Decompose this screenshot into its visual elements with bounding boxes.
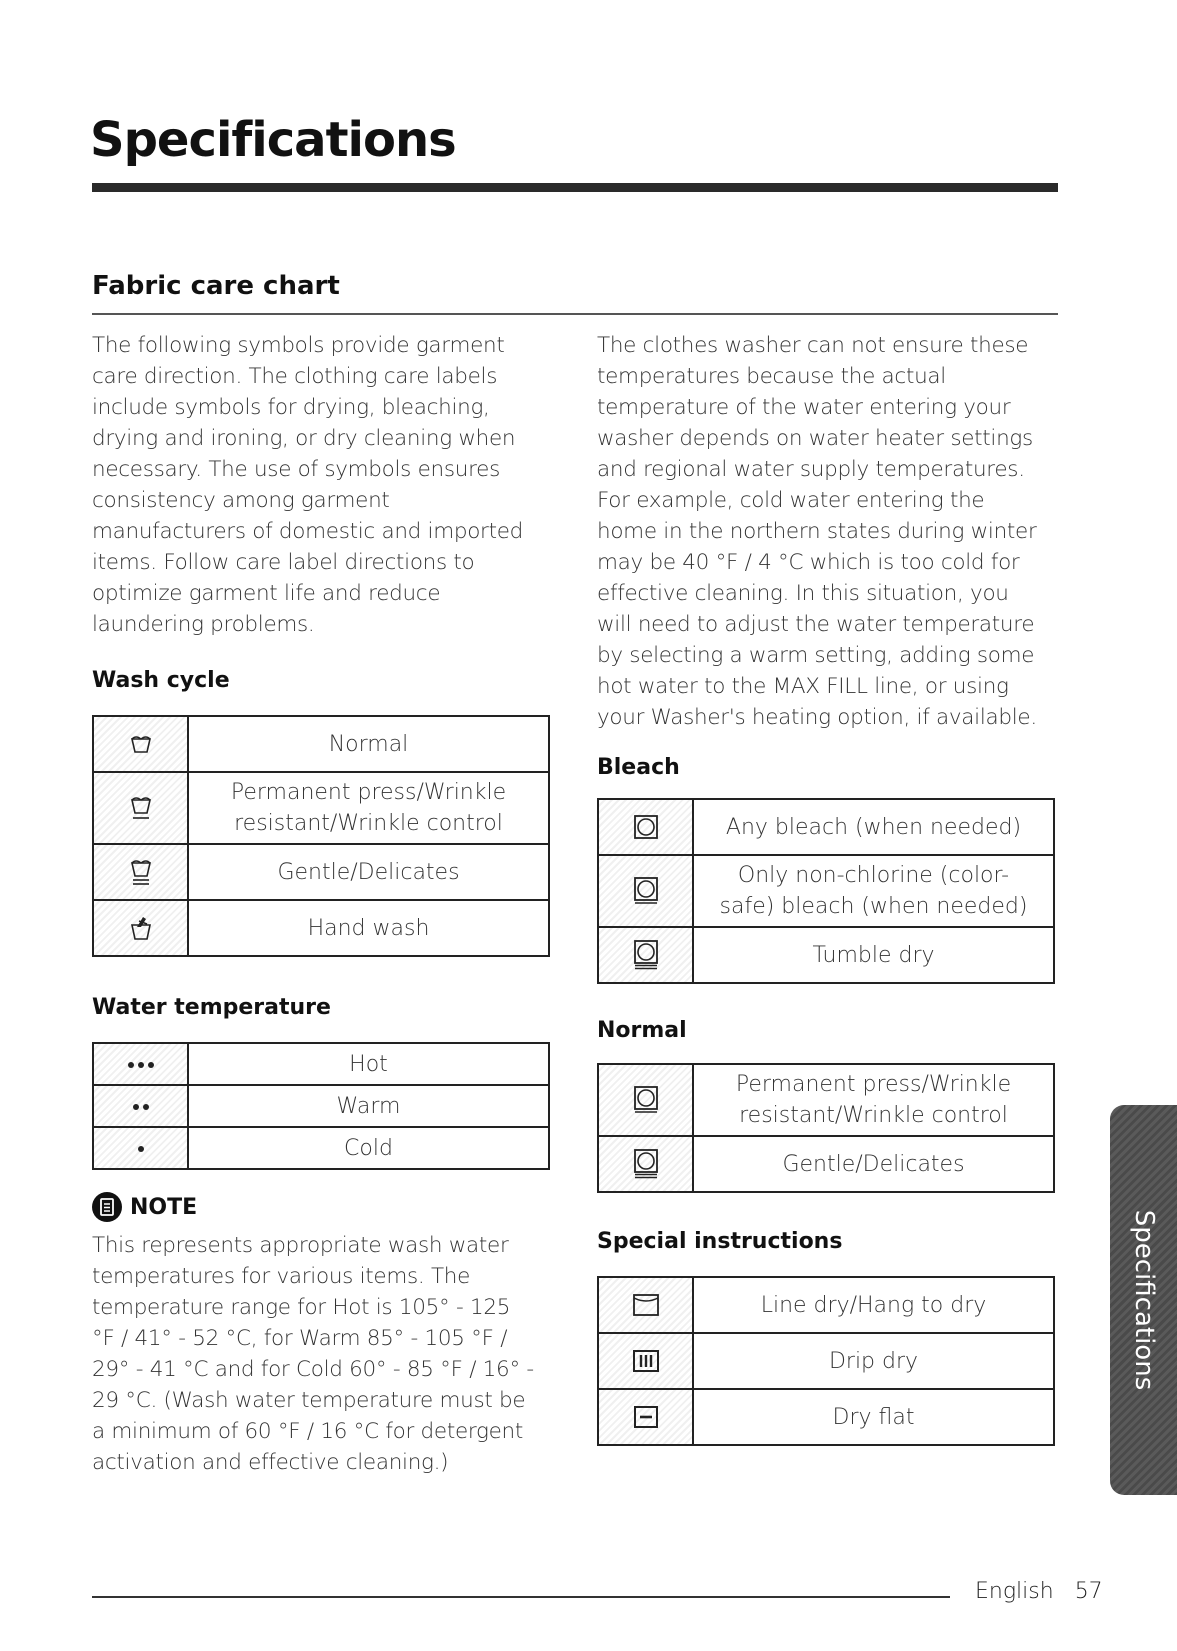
note-icon [92, 1192, 122, 1222]
water-temperature-table [92, 1042, 550, 1170]
table-row [93, 900, 549, 956]
table-row [93, 844, 549, 900]
section-title: Fabric care chart [92, 271, 340, 301]
table-row [598, 855, 1054, 927]
intro-paragraph: The following symbols provide garment care direction. The clothing care labels include symbols for drying, bleaching, drying and ironing, or dry cleaning when necessary. The use of symbols ensures consistency among garment manufacturers of domestic and imported items. Follow care label directions to optimize garment life and reduce laundering problems. [92, 333, 523, 637]
two-dots-icon [131, 1103, 151, 1111]
footer-language: English [975, 1579, 1054, 1604]
title-rule [92, 183, 1058, 192]
one-dot-icon [136, 1145, 146, 1153]
note-label: NOTE [130, 1194, 198, 1220]
table-row [598, 1136, 1054, 1192]
right-intro-paragraph: The clothes washer can not ensure these temperatures because the actual temperature of the water entering your washer depends on water heater settings and regional water supply temperatures. For example, cold water entering the home in the northern states during winter may be 40 °F / 4 °C which is too cold for effective cleaning. In this situation, you will need to adjust the water temperature by selecting a warm setting, adding some hot water to the MAX FILL line, or using your Washer's heating option, if available. [597, 333, 1037, 730]
table-row [598, 1333, 1054, 1389]
left-column [92, 330, 562, 1478]
tumble-dry-gentle-icon [634, 1149, 658, 1179]
table-row [93, 772, 549, 844]
wash-permanent-press-label: Permanent press/Wrinkle resistant/Wrinkle control [188, 772, 549, 844]
section-rule [92, 313, 1058, 315]
line-dry-label: Line dry/Hang to dry [693, 1277, 1054, 1333]
side-tab-label: Specifications [1128, 1209, 1159, 1391]
section-side-tab[interactable] [1110, 1105, 1177, 1495]
page-number: 57 [1074, 1579, 1103, 1604]
normal-table [597, 1063, 1055, 1193]
table-row [93, 716, 549, 772]
wash-gentle-label: Gentle/Delicates [188, 844, 549, 900]
washtub-permanent-press-icon [130, 795, 152, 821]
table-row [598, 1389, 1054, 1445]
washtub-icon [130, 734, 152, 754]
drip-dry-label: Drip dry [693, 1333, 1054, 1389]
bleach-table [597, 798, 1055, 984]
table-row [598, 799, 1054, 855]
table-row [598, 1277, 1054, 1333]
table-row [93, 1085, 549, 1127]
table-row [93, 1127, 549, 1169]
page-title: Specifications [90, 112, 456, 168]
table-row [598, 927, 1054, 983]
any-bleach-label: Any bleach (when needed) [693, 799, 1054, 855]
footer-rule [92, 1596, 950, 1598]
three-dots-icon [126, 1061, 156, 1069]
table-row [598, 1064, 1054, 1136]
cold-label: Cold [188, 1127, 549, 1169]
wash-normal-label: Normal [188, 716, 549, 772]
wash-cycle-title: Wash cycle [92, 668, 230, 693]
tumble-dry-square-icon [634, 815, 658, 839]
normal-permanent-press-label: Permanent press/Wrinkle resistant/Wrinkle control [693, 1064, 1054, 1136]
tumble-dry-gentle-icon [634, 940, 658, 970]
hot-label: Hot [188, 1043, 549, 1085]
note-text: This represents appropriate wash water temperatures for various items. The temperature range for Hot is 105° - 125 °F / 41° - 52 °C, for Warm 85° - 105 °F / 29° - 41 °C and for Cold 60° - 85 °F / 16° - 29 °C. (Wash water temperature must be a minimum of 60 °F / 16 °C for detergent activation and effective cleaning.) [92, 1233, 534, 1475]
wash-cycle-table [92, 715, 550, 957]
note-header [92, 1192, 562, 1222]
table-row [93, 1043, 549, 1085]
non-chlorine-bleach-label: Only non-chlorine (color-safe) bleach (when needed) [693, 855, 1054, 927]
special-instructions-table [597, 1276, 1055, 1446]
dry-flat-icon [634, 1406, 658, 1428]
line-dry-icon [633, 1294, 659, 1316]
hand-wash-icon [129, 915, 153, 941]
drip-dry-icon [633, 1350, 659, 1372]
water-temperature-title: Water temperature [92, 995, 331, 1020]
normal-gentle-label: Gentle/Delicates [693, 1136, 1054, 1192]
normal-title: Normal [597, 1018, 687, 1043]
dry-flat-label: Dry flat [693, 1389, 1054, 1445]
special-instructions-title: Special instructions [597, 1229, 843, 1254]
tumble-dry-permanent-press-icon [634, 1086, 658, 1114]
tumble-dry-permanent-press-icon [634, 877, 658, 905]
bleach-title: Bleach [597, 755, 680, 780]
washtub-gentle-icon [130, 858, 152, 886]
right-column [597, 330, 1067, 1446]
hand-wash-label: Hand wash [188, 900, 549, 956]
footer [975, 1579, 1103, 1604]
tumble-dry-label: Tumble dry [693, 927, 1054, 983]
warm-label: Warm [188, 1085, 549, 1127]
